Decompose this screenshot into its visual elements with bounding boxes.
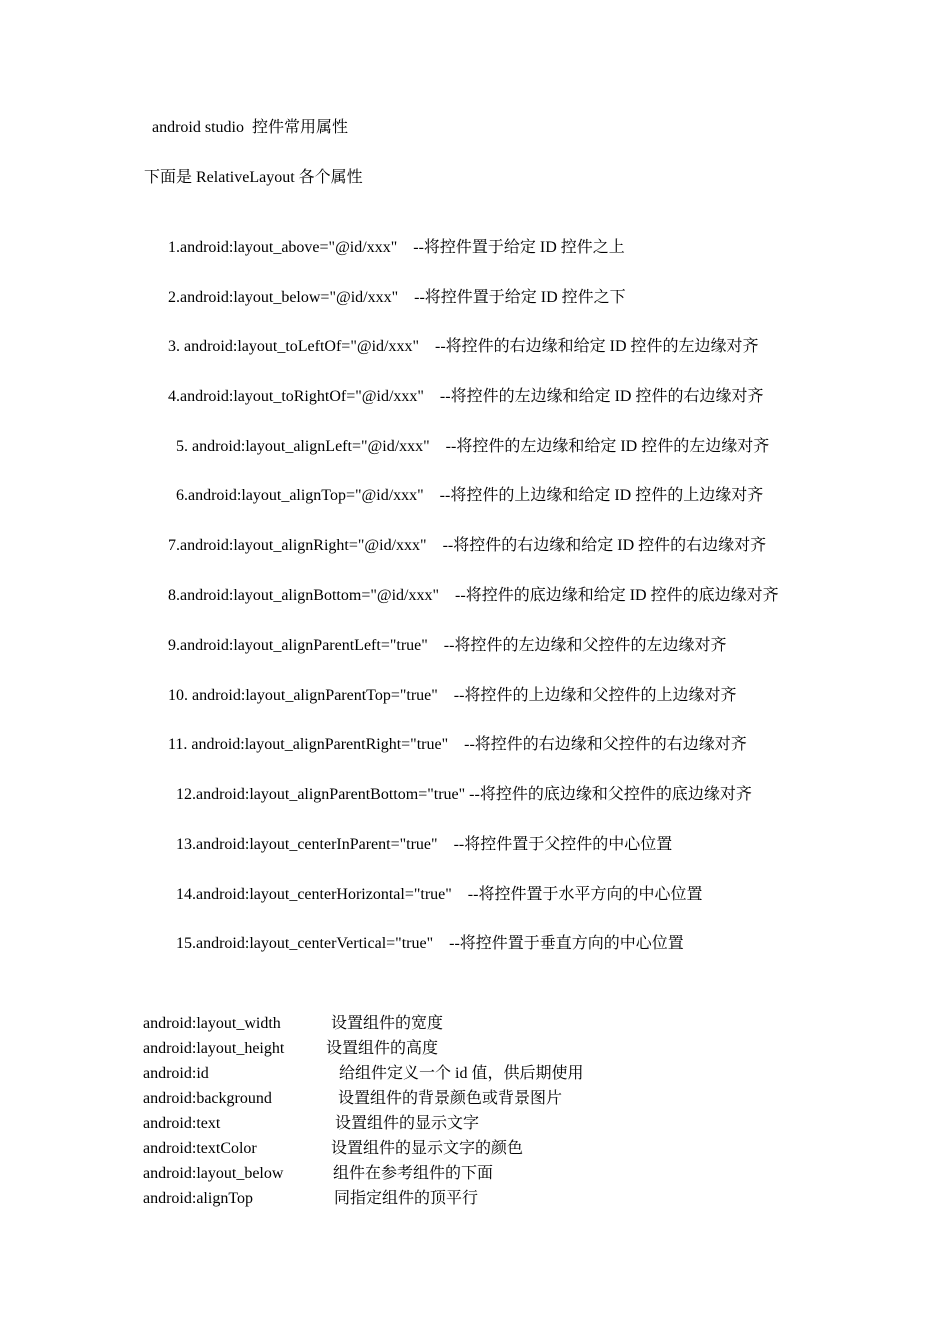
attr-code: 6.android:layout_alignTop="@id/xxx"	[176, 487, 424, 504]
attr-desc: --将控件的上边缘和给定 ID 控件的上边缘对齐	[439, 487, 764, 504]
property-desc: 设置组件的高度	[326, 1040, 439, 1057]
attr-line	[160, 815, 673, 853]
property-desc: 设置组件的背景颜色或背景图片	[338, 1090, 563, 1107]
attr-desc: --将控件的左边缘和给定 ID 控件的左边缘对齐	[445, 438, 770, 455]
attr-line	[160, 417, 770, 455]
attr-code: 1.android:layout_above="@id/xxx"	[168, 239, 398, 256]
attr-line	[152, 616, 727, 654]
property-row	[143, 1139, 524, 1164]
attr-desc: --将控件的底边缘和给定 ID 控件的底边缘对齐	[455, 587, 779, 604]
property-row	[143, 1014, 444, 1039]
attr-code: 14.android:layout_centerHorizontal="true"	[176, 886, 452, 903]
property-desc: 设置组件的显示文字	[335, 1115, 480, 1132]
attr-code: 12.android:layout_alignParentBottom="true"	[176, 786, 466, 803]
attr-code: 15.android:layout_centerVertical="true"	[176, 935, 434, 952]
attr-code: 8.android:layout_alignBottom="@id/xxx"	[168, 587, 440, 604]
property-name: android:text	[143, 1115, 221, 1132]
attr-line	[152, 516, 767, 554]
property-row	[143, 1164, 494, 1189]
attr-desc: --将控件置于垂直方向的中心位置	[449, 935, 684, 952]
attr-desc: --将控件置于水平方向的中心位置	[467, 886, 703, 903]
section-subtitle: 下面是 RelativeLayout 各个属性	[144, 169, 363, 186]
attr-line	[152, 268, 626, 306]
attr-code: 2.android:layout_below="@id/xxx"	[168, 289, 399, 306]
property-name: android:alignTop	[143, 1190, 253, 1207]
attr-desc: --将控件的底边缘和父控件的底边缘对齐	[469, 786, 752, 803]
attr-desc: --将控件的右边缘和给定 ID 控件的右边缘对齐	[442, 537, 767, 554]
property-row	[143, 1089, 563, 1114]
property-desc: 设置组件的显示文字的颜色	[331, 1140, 524, 1157]
document-title: android studio 控件常用属性	[152, 119, 348, 136]
attr-line	[160, 466, 764, 504]
property-name: android:background	[143, 1090, 272, 1107]
attr-line	[152, 666, 737, 704]
attr-desc: --将控件置于父控件的中心位置	[453, 836, 673, 853]
attr-line	[152, 566, 779, 604]
attr-code: 11. android:layout_alignParentRight="true"	[168, 736, 449, 753]
property-name: android:id	[143, 1065, 209, 1082]
property-name: android:textColor	[143, 1140, 257, 1157]
attr-line	[152, 367, 764, 405]
attr-desc: --将控件的右边缘和给定 ID 控件的左边缘对齐	[435, 338, 759, 355]
attr-code: 10. android:layout_alignParentTop="true"	[168, 687, 438, 704]
property-row	[143, 1039, 439, 1064]
attr-desc: --将控件的左边缘和父控件的左边缘对齐	[443, 637, 727, 654]
property-table	[143, 1014, 584, 1214]
property-desc: 组件在参考组件的下面	[333, 1165, 494, 1182]
property-desc: 同指定组件的顶平行	[334, 1190, 479, 1207]
attr-code: 5. android:layout_alignLeft="@id/xxx"	[176, 438, 430, 455]
attr-desc: --将控件置于给定 ID 控件之上	[413, 239, 625, 256]
property-desc: 给组件定义一个 id 值，供后期使用	[339, 1065, 584, 1082]
attr-line	[152, 218, 625, 256]
attr-line	[160, 765, 752, 803]
attr-line	[160, 865, 703, 903]
attr-line	[152, 317, 759, 355]
attr-desc: --将控件的上边缘和父控件的上边缘对齐	[453, 687, 737, 704]
property-name: android:layout_below	[143, 1165, 284, 1182]
property-row	[143, 1189, 479, 1214]
property-name: android:layout_width	[143, 1015, 281, 1032]
attr-line	[160, 914, 684, 952]
attr-code: 13.android:layout_centerInParent="true"	[176, 836, 438, 853]
property-row	[143, 1114, 480, 1139]
attr-code: 9.android:layout_alignParentLeft="true"	[168, 637, 428, 654]
attr-line	[152, 715, 747, 753]
attr-code: 3. android:layout_toLeftOf="@id/xxx"	[168, 338, 419, 355]
property-row	[143, 1064, 584, 1089]
attr-desc: --将控件的右边缘和父控件的右边缘对齐	[464, 736, 747, 753]
property-name: android:layout_height	[143, 1040, 285, 1057]
property-desc: 设置组件的宽度	[331, 1015, 444, 1032]
attr-code: 7.android:layout_alignRight="@id/xxx"	[168, 537, 427, 554]
attr-code: 4.android:layout_toRightOf="@id/xxx"	[168, 388, 424, 405]
attr-desc: --将控件置于给定 ID 控件之下	[414, 289, 626, 306]
attr-desc: --将控件的左边缘和给定 ID 控件的右边缘对齐	[439, 388, 764, 405]
